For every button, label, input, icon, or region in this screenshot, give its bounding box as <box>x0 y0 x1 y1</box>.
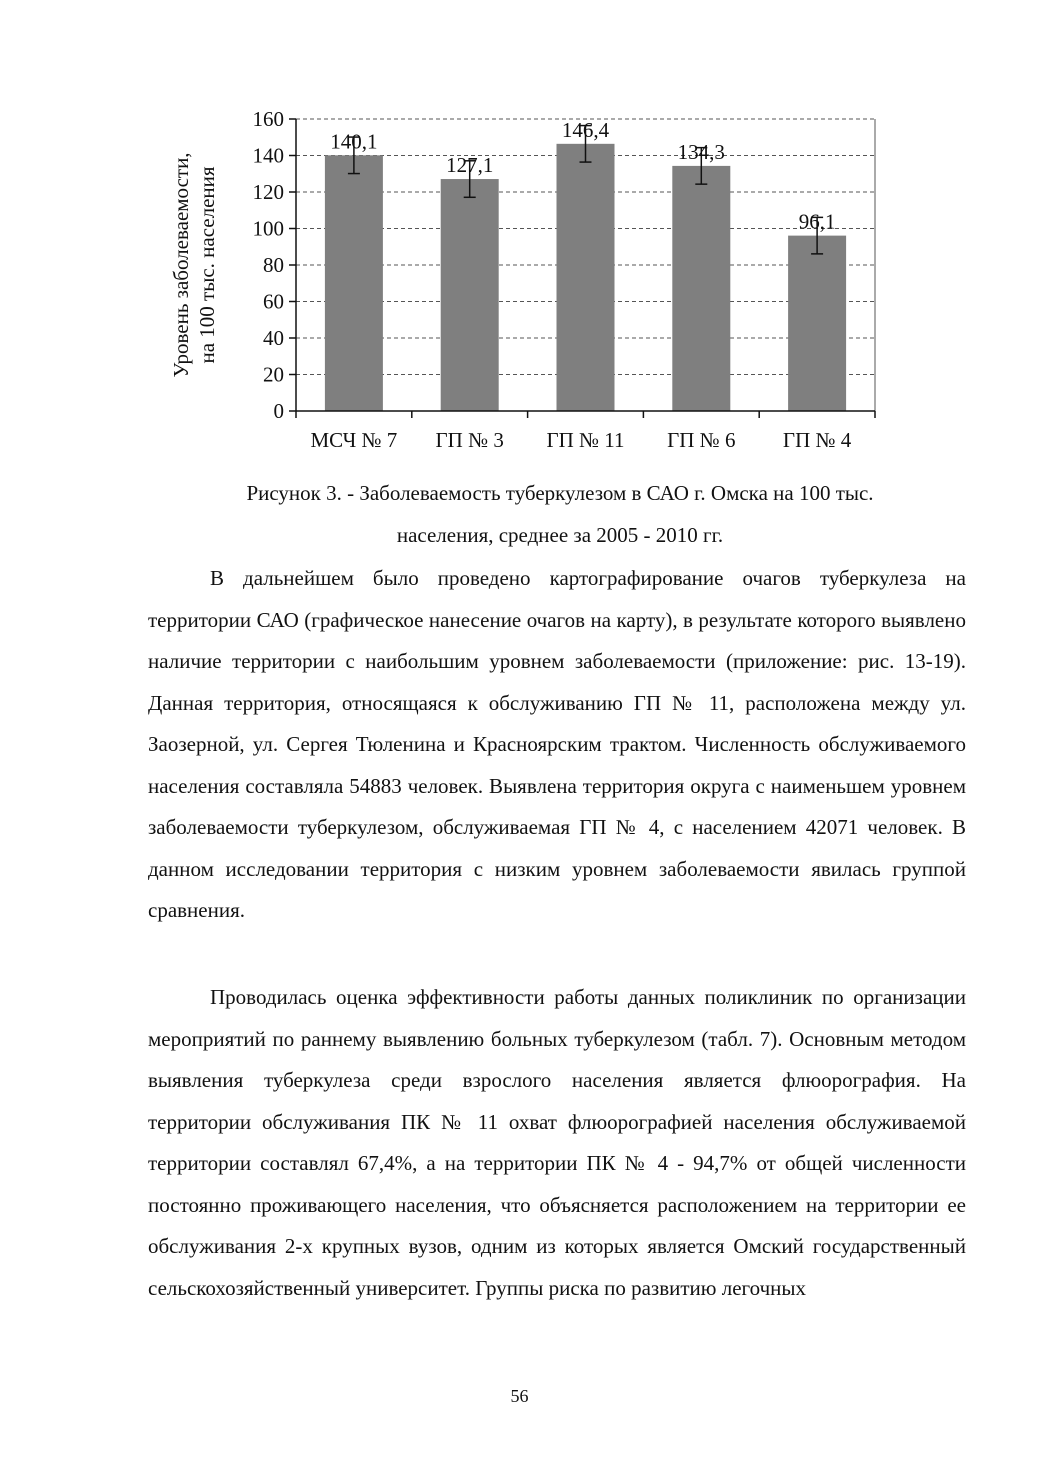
y-tick-label: 120 <box>252 180 284 204</box>
y-tick-label: 80 <box>263 253 284 277</box>
y-tick-label: 20 <box>263 362 284 387</box>
data-label: 134,3 <box>677 139 725 164</box>
data-label: 96,1 <box>798 209 836 234</box>
bar <box>325 155 383 411</box>
data-label: 127,1 <box>446 153 494 178</box>
page-number: 56 <box>510 1386 529 1406</box>
data-label: 140,1 <box>330 129 378 154</box>
y-axis-label-line-1: Уровень заболеваемости, <box>169 152 193 378</box>
bar <box>557 144 615 411</box>
x-tick-label: ГП № 11 <box>546 428 625 452</box>
incidence-bar-chart <box>0 0 1039 470</box>
bars <box>325 126 846 411</box>
x-tick-label: ГП № 6 <box>667 428 736 452</box>
y-tick-label: 100 <box>252 216 284 241</box>
figure-caption-line-2: населения, среднее за 2005 - 2010 гг. <box>396 523 724 547</box>
bar <box>672 166 730 411</box>
y-tick-label: 40 <box>263 326 284 350</box>
y-tick-label: 140 <box>252 143 284 168</box>
paragraph-1: В дальнейшем было проведено картографирование очагов туберкулеза на территории САО (графическое нанесение очагов на карту), в результате которого выявлено наличие территории с наибольшим уровнем заболеваемости (приложение: рис. 13-19). Данная территория, относящаяся к обслуживанию ГП № 11, расположена между ул. Заозерной, ул. Сергея Тюленина и Красноярским трактом. Численность обслуживаемого населения составляла 54883 человек. Выявлена территория округа с наименьшем уровнем заболеваемости туберкулезом, обслуживаемая ГП № 4, с населением 42071 человек. В данном исследовании территория с низким уровнем заболеваемости явилась группой сравнения. <box>148 566 966 922</box>
data-label: 146,4 <box>561 117 610 142</box>
y-axis-label-line-2: на 100 тыс. населения <box>195 166 219 364</box>
y-tick-label: 60 <box>263 289 284 314</box>
x-tick-label: ГП № 3 <box>435 428 504 452</box>
x-tick-label: МСЧ № 7 <box>310 428 398 452</box>
y-tick-label: 0 <box>273 399 284 423</box>
paragraph-2: Проводилась оценка эффективности работы данных поликлиник по организации мероприятий по раннему выявлению больных туберкулезом (табл. 7). Основным методом выявления туберкулеза среди взрослого населения является флюорография. На территории обслуживания ПК № 11 охват флюорографией населения обслуживаемой территории составлял 67,4%, а на территории ПК № 4 - 94,7% от общей численности постоянно проживающего населения, что объясняется расположением на территории ее обслуживания 2-х крупных вузов, одним из которых является Омский государственный сельскохозяйственный университет. Группы риска по развитию легочных <box>148 985 966 1300</box>
y-tick-label: 160 <box>252 107 284 131</box>
bar <box>441 179 499 411</box>
figure-caption-line-1: Рисунок 3. - Заболеваемость туберкулезом в САО г. Омска на 100 тыс. <box>246 481 874 505</box>
bar <box>788 236 846 411</box>
x-tick-label: ГП № 4 <box>782 428 852 452</box>
